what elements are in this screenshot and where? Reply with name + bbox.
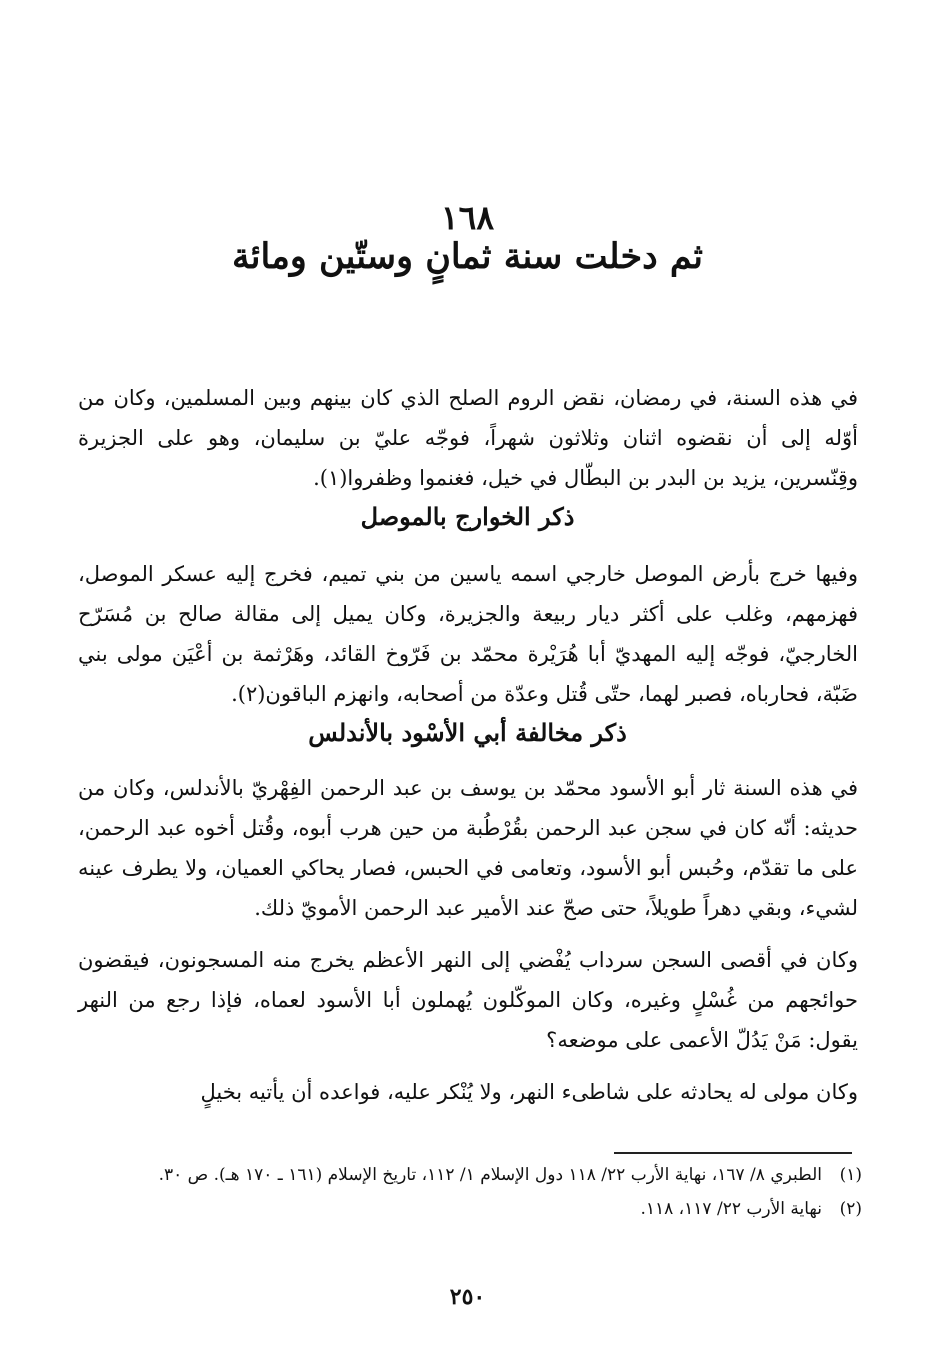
abu-aswad-paragraph-1: في هذه السنة ثار أبو الأسود محمّد بن يوسف بن عبد الرحمن الفِهْريّ بالأندلس، وكان من حديثه: أنّه كان في سجن عبد الرحمن بقُرْطُبة من حين هرب أبوه، وقُتل أخوه عبد الرحمن، على ما تقدّم، وحُبس أبو الأسود، وتعامى في الحبس، فصار يحاكي العميان، ولا يطرف عينه لشيء، وبقي دهراً طويلاً، حتى صحّ عند الأمير عبد الرحمن الأمويّ ذلك. — [78, 776, 858, 920]
intro-paragraph: في هذه السنة، في رمضان، نقض الروم الصلح الذي كان بينهم وبين المسلمين، وكان من أوّله إلى أن نقضوه اثنان وثلاثون شهراً، فوجّه عليّ بن سليمان، وهو على الجزيرة وقِنّسرين، يزيد بن البدر بن البطّال في خيل، فغنموا وظفروا(١). — [78, 386, 858, 490]
intro-section — [78, 378, 858, 498]
footnote-text: الطبري ٨/ ١٦٧، نهاية الأرب ٢٢/ ١١٨ دول الإسلام ١/ ١١٢، تاريخ الإسلام (١٦١ ـ ١٧٠ هـ). ص ٣٠. — [158, 1165, 822, 1185]
footnote-marker: (٢) — [839, 1199, 862, 1219]
footnote-1 — [62, 1160, 862, 1190]
khawarij-paragraph: وفيها خرج بأرض الموصل خارجي اسمه ياسين من بني تميم، فخرج إليه عسكر الموصل، فهزمهم، وغلب على أكثر ديار ربيعة والجزيرة، وكان يميل إلى مقالة صالح بن مُسَرّح الخارجيّ، فوجّه إليه المهديّ أبا هُرَيْرة محمّد بن فَرّوخ القائد، وهَرْثمة بن أعْيَن مولى بني ضَبّة، فحارباه، فصبر لهما، حتّى قُتل وعدّة من أصحابه، وانهزم الباقون(٢). — [78, 562, 858, 706]
khawarij-section — [78, 554, 858, 714]
footnote-text: نهاية الأرب ٢٢/ ١١٧، ١١٨. — [640, 1199, 822, 1219]
abu-aswad-paragraph-3: وكان مولى له يحادثه على شاطىء النهر، ولا يُنْكر عليه، فواعده أن يأتيه بخيلٍ — [200, 1080, 858, 1104]
footnotes — [62, 1160, 862, 1228]
section-heading-abu-aswad: ذكر مخالفة أبي الأسْود بالأندلس — [308, 718, 627, 747]
footnote-marker: (١) — [839, 1165, 862, 1185]
footnote-divider — [614, 1152, 852, 1154]
abu-aswad-paragraph-2: وكان في أقصى السجن سرداب يُفْضي إلى النهر الأعظم يخرج منه المسجونون، فيقضون حوائجهم من غُسْلٍ وغيره، وكان الموكّلون يُهملون أبا الأسود لعماه، فإذا رجع من النهر يقول: مَنْ يَدُلّ الأعمى على موضعه؟ — [78, 948, 858, 1052]
footnote-2 — [62, 1194, 862, 1224]
chapter-title: ثم دخلت سنة ثمانٍ وستّين ومائة — [232, 236, 703, 277]
abu-aswad-section — [78, 768, 858, 1112]
section-heading-khawarij: ذكر الخوارج بالموصل — [360, 502, 575, 531]
year-number: ١٦٨ — [440, 198, 495, 237]
page-number: ٢٥٠ — [449, 1284, 486, 1310]
